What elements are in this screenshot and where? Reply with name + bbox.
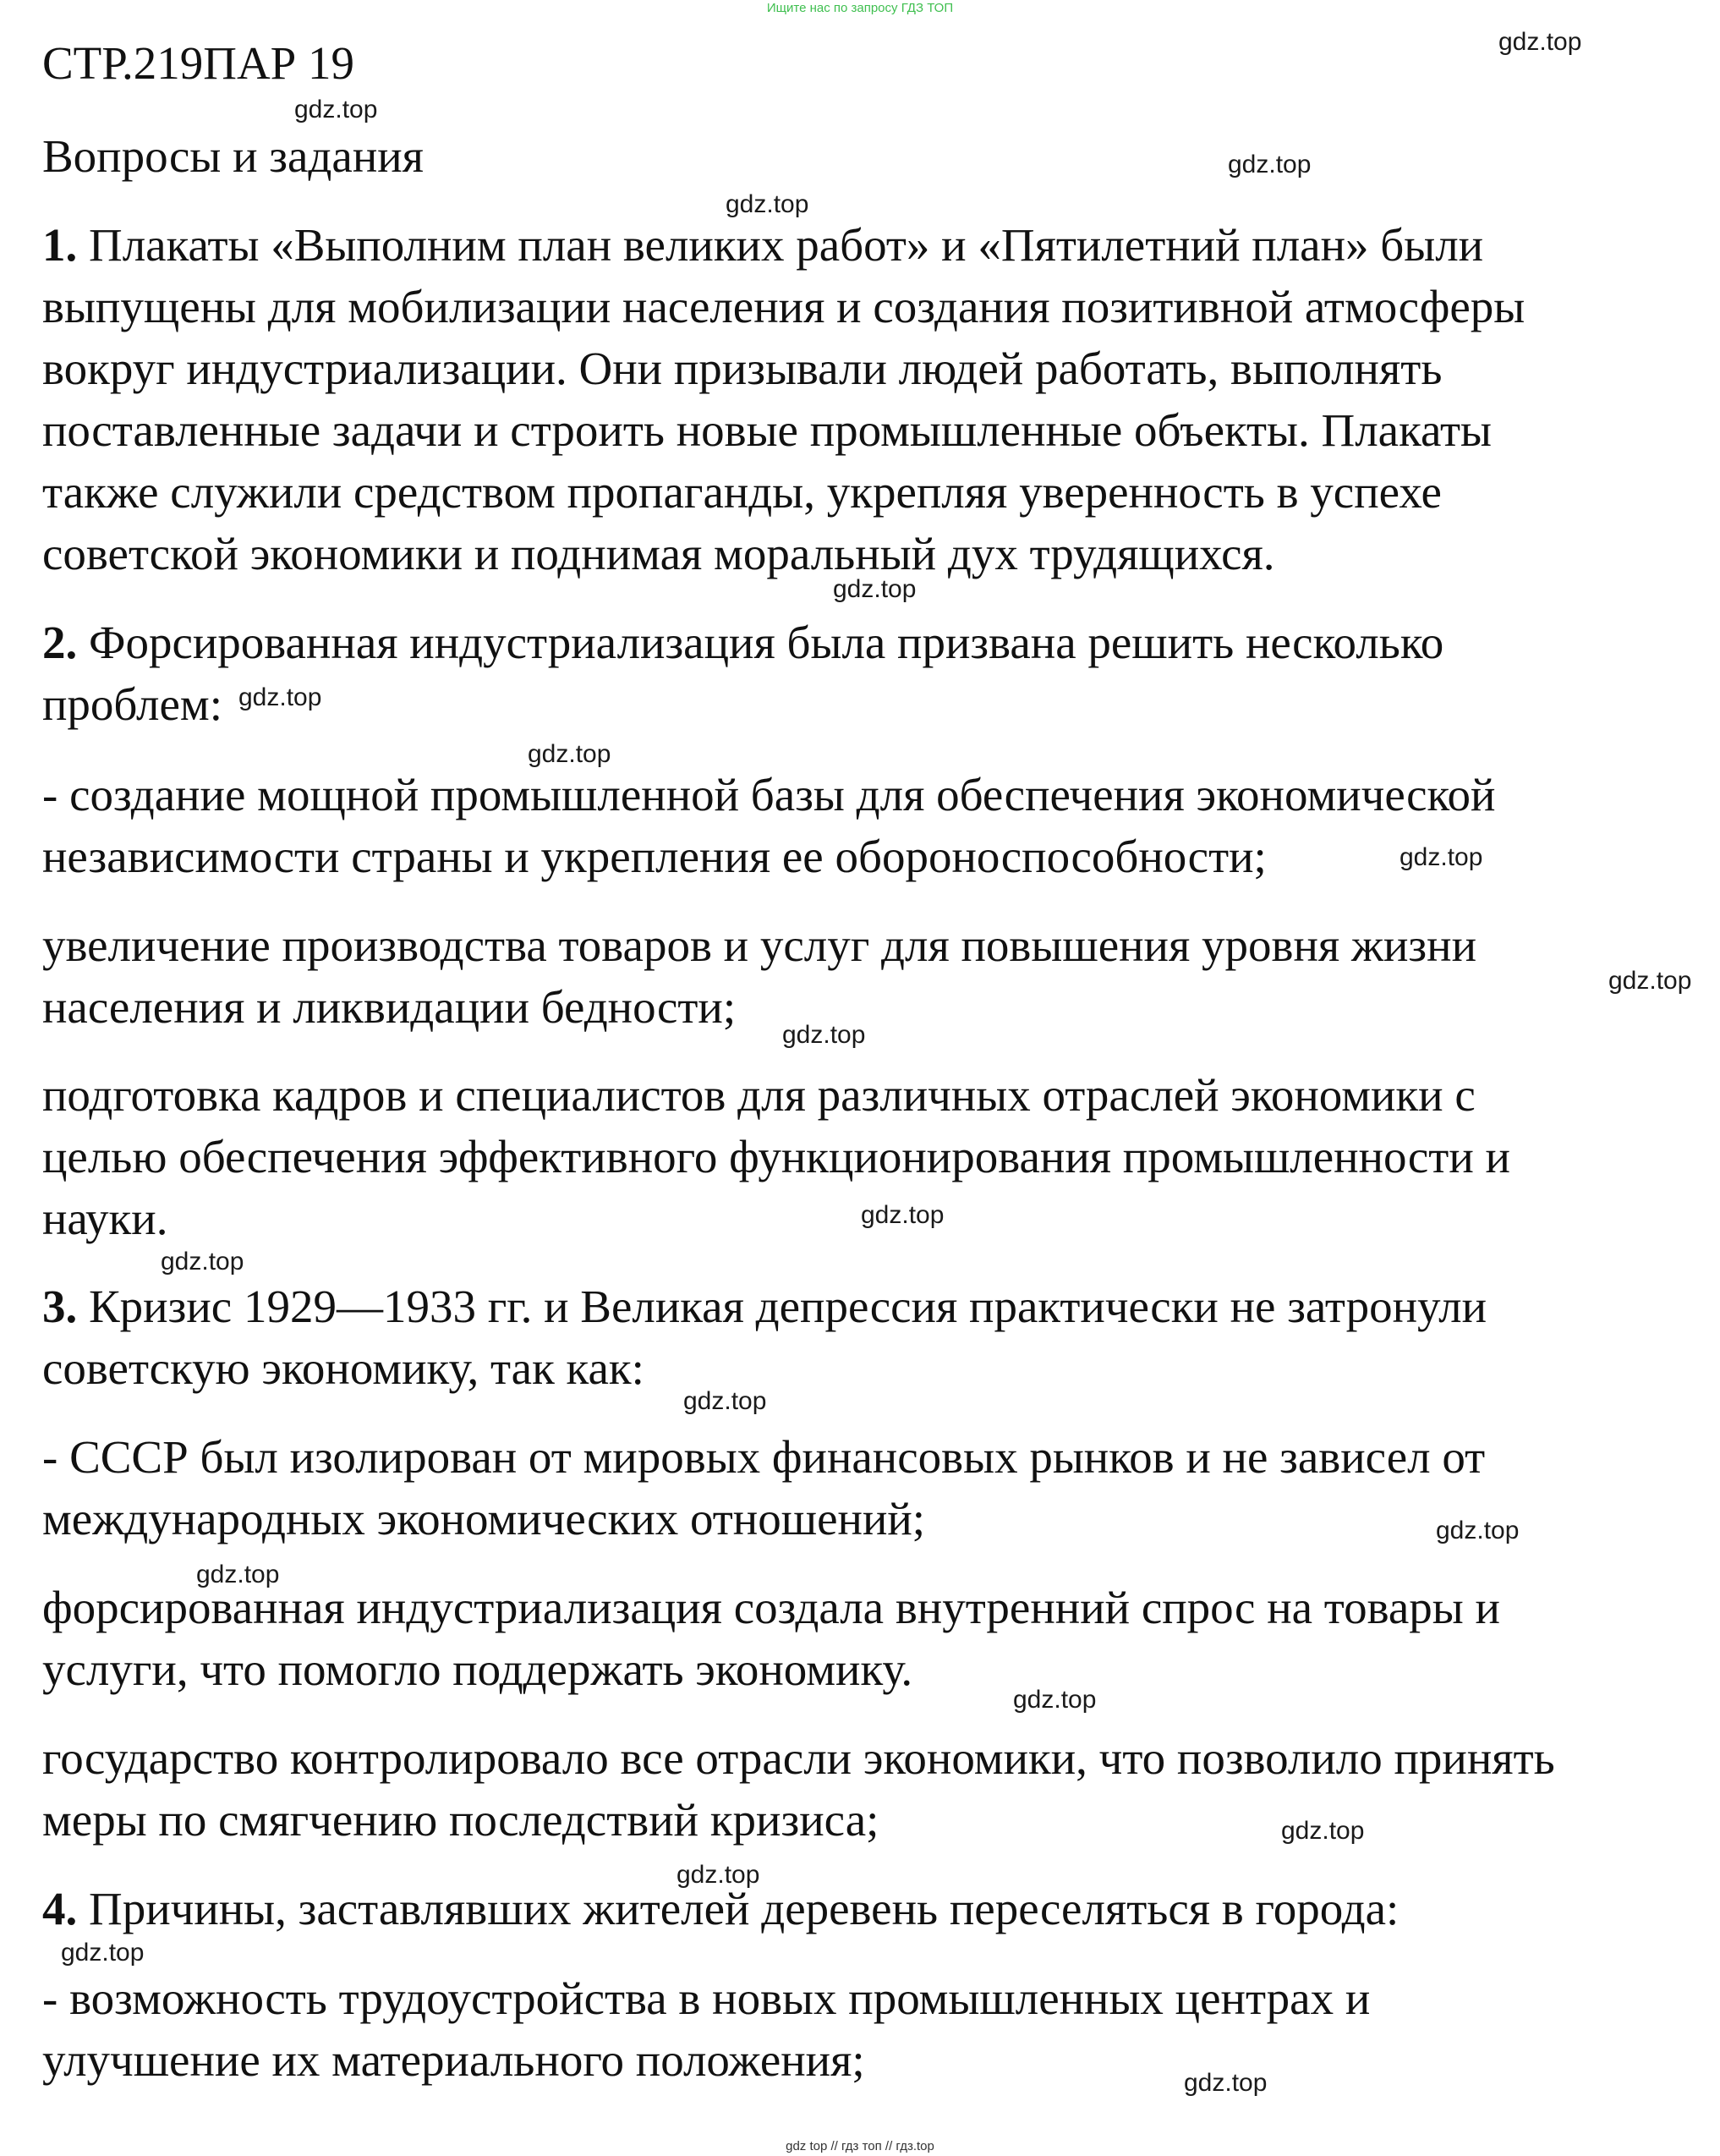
watermark-text: gdz.top xyxy=(528,740,611,768)
answer-2-line: проблем: xyxy=(42,678,222,730)
list-item: улучшение их материального положения; xyxy=(42,2034,865,2086)
watermark-text: gdz.top xyxy=(782,1021,866,1049)
answer-1-line: выпущены для мобилизации населения и создания позитивной атмосферы xyxy=(42,281,1526,332)
list-item: - СССР был изолирован от мировых финансовых рынков и не зависел от xyxy=(42,1431,1486,1483)
watermark-text: gdz.top xyxy=(294,96,378,123)
watermark-text: gdz.top xyxy=(196,1561,280,1588)
answer-1-line: советской экономики и поднимая моральный дух трудящихся. xyxy=(42,528,1275,579)
watermark-text: gdz.top xyxy=(238,683,322,711)
list-item: населения и ликвидации бедности; xyxy=(42,981,737,1033)
watermark-text: gdz.top xyxy=(1184,2069,1268,2097)
answer-number: 3. xyxy=(42,1281,78,1332)
answer-4-line: 4. Причины, заставлявших жителей деревень переселяться в города: xyxy=(42,1883,1400,1934)
answer-3-line: 3. Кризис 1929—1933 гг. и Великая депрессия практически не затронули xyxy=(42,1281,1487,1332)
list-item: целью обеспечения эффективного функционирования промышленности и xyxy=(42,1131,1510,1182)
answer-number: 2. xyxy=(42,617,78,668)
list-item: - создание мощной промышленной базы для обеспечения экономической xyxy=(42,769,1496,820)
list-item: услуги, что помогло поддержать экономику. xyxy=(42,1643,913,1695)
answer-1-line: вокруг индустриализации. Они призывали людей работать, выполнять xyxy=(42,343,1443,394)
watermark-text: gdz.top xyxy=(861,1201,945,1229)
watermark-text: gdz.top xyxy=(833,575,917,603)
list-item: государство контролировало все отрасли экономики, что позволило принять xyxy=(42,1732,1555,1784)
list-item: независимости страны и укрепления ее обороноспособности; xyxy=(42,831,1267,882)
footer-links[interactable]: gdz top // гдз топ // гдз.top xyxy=(786,2139,934,2153)
answer-1-line: 1. Плакаты «Выполним план великих работ» и «Пятилетний план» были xyxy=(42,219,1484,271)
watermark-text: gdz.top xyxy=(1228,151,1312,178)
watermark-text: gdz.top xyxy=(726,190,809,218)
answer-1-line: поставленные задачи и строить новые промышленные объекты. Плакаты xyxy=(42,404,1492,456)
page-title: СТР.219ПАР 19 xyxy=(42,37,355,89)
top-banner-link[interactable]: Ищите нас по запросу ГДЗ ТОП xyxy=(766,1,954,15)
watermark-text: gdz.top xyxy=(1608,967,1692,995)
answer-number: 4. xyxy=(42,1883,78,1934)
answer-2-line: 2. Форсированная индустриализация была призвана решить несколько xyxy=(42,617,1444,668)
list-item: меры по смягчению последствий кризиса; xyxy=(42,1794,879,1846)
list-item: науки. xyxy=(42,1193,168,1244)
watermark-text: gdz.top xyxy=(1013,1686,1097,1714)
answer-3-line: советскую экономику, так как: xyxy=(42,1342,644,1394)
watermark-text: gdz.top xyxy=(161,1248,244,1275)
list-item: форсированная индустриализация создала внутренний спрос на товары и xyxy=(42,1582,1500,1633)
answer-number: 1. xyxy=(42,219,78,271)
answer-1-line: также служили средством пропаганды, укрепляя уверенность в успехе xyxy=(42,466,1442,518)
watermark-text: gdz.top xyxy=(1281,1817,1365,1845)
watermark-text: gdz.top xyxy=(676,1861,760,1889)
list-item: подготовка кадров и специалистов для различных отраслей экономики с xyxy=(42,1069,1476,1121)
watermark-text: gdz.top xyxy=(1436,1517,1520,1544)
watermark-text: gdz.top xyxy=(1498,28,1582,56)
section-title: Вопросы и задания xyxy=(42,130,424,182)
watermark-text: gdz.top xyxy=(683,1387,767,1415)
watermark-text: gdz.top xyxy=(61,1939,145,1967)
list-item: - возможность трудоустройства в новых промышленных центрах и xyxy=(42,1972,1371,2024)
list-item: увеличение производства товаров и услуг для повышения уровня жизни xyxy=(42,919,1477,971)
list-item: международных экономических отношений; xyxy=(42,1493,926,1544)
watermark-text: gdz.top xyxy=(1400,843,1483,871)
